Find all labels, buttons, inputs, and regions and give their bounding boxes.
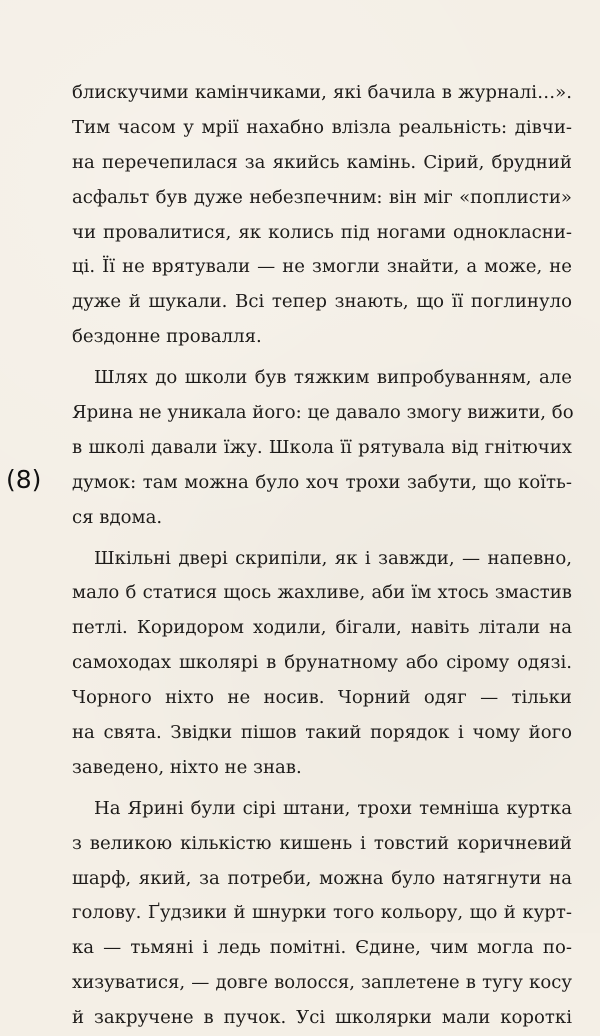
text-line: на свята. Звідки пішов такий порядок і чому його [72, 722, 572, 744]
text-line: Чорного ніхто не носив. Чорний одяг — тільки [72, 687, 572, 709]
text-line: Тим часом у мрії нахабно влізла реальність: дівчи- [72, 116, 572, 138]
text-line: мало б статися щось жахливе, аби їм хтось змастив [72, 582, 572, 604]
text-line: з великою кількістю кишень і товстий коричневий [72, 832, 572, 854]
text-line: бездонне провалля. [72, 326, 262, 348]
page-number: (8) [6, 465, 42, 494]
text-line: в школі давали їжу. Школа її рятувала від гнітючих [72, 436, 572, 458]
text-line: на перечепилася за якийсь камінь. Сірий, брудний [72, 151, 572, 173]
text-line: хизуватися, — довге волосся, заплетене в тугу косу [72, 972, 572, 994]
text-line: думок: там можна було хоч трохи забути, що коїть- [72, 471, 572, 493]
text-line: ка — тьмяні і ледь помітні. Єдине, чим могла по- [72, 937, 572, 959]
text-line: петлі. Коридором ходили, бігали, навіть літали на [72, 617, 572, 639]
text-line: самоходах школярі в брунатному або сірому одязі. [72, 652, 572, 674]
text-line: ці. Її не врятували — не змогли знайти, а може, не [72, 256, 572, 278]
text-line: асфальт був дуже небезпечним: він міг «поплисти» [72, 186, 572, 208]
paragraph-2 [72, 361, 572, 535]
text-line: На Ярині були сірі штани, трохи темніша куртка [94, 797, 572, 819]
paragraph-1 [72, 76, 572, 355]
paragraph-4 [72, 792, 572, 1036]
text-line: дуже й шукали. Всі тепер знають, що її поглинуло [72, 291, 572, 313]
text-line: Шлях до школи був тяжким випробуванням, але [94, 367, 572, 389]
body-text [72, 76, 572, 1036]
text-line: голову. Ґудзики й шнурки того кольору, що й курт- [72, 902, 572, 924]
paragraph-3 [72, 542, 572, 786]
text-line: Ярина не уникала його: це давало змогу вижити, бо [72, 402, 574, 424]
text-line: Шкільні двері скрипіли, як і завжди, — напевно, [94, 547, 572, 569]
text-line: блискучими камінчиками, які бачила в журналі…». [72, 82, 572, 103]
text-line: чи провалитися, як колись під ногами однокласни- [72, 221, 572, 243]
text-line: ся вдома. [72, 506, 163, 528]
text-line: шарф, який, за потреби, можна було натягнути на [72, 867, 572, 889]
text-line: й закручене в пучок. Усі школярки мали короткі [72, 1007, 572, 1029]
text-line: заведено, ніхто не знав. [72, 756, 302, 778]
